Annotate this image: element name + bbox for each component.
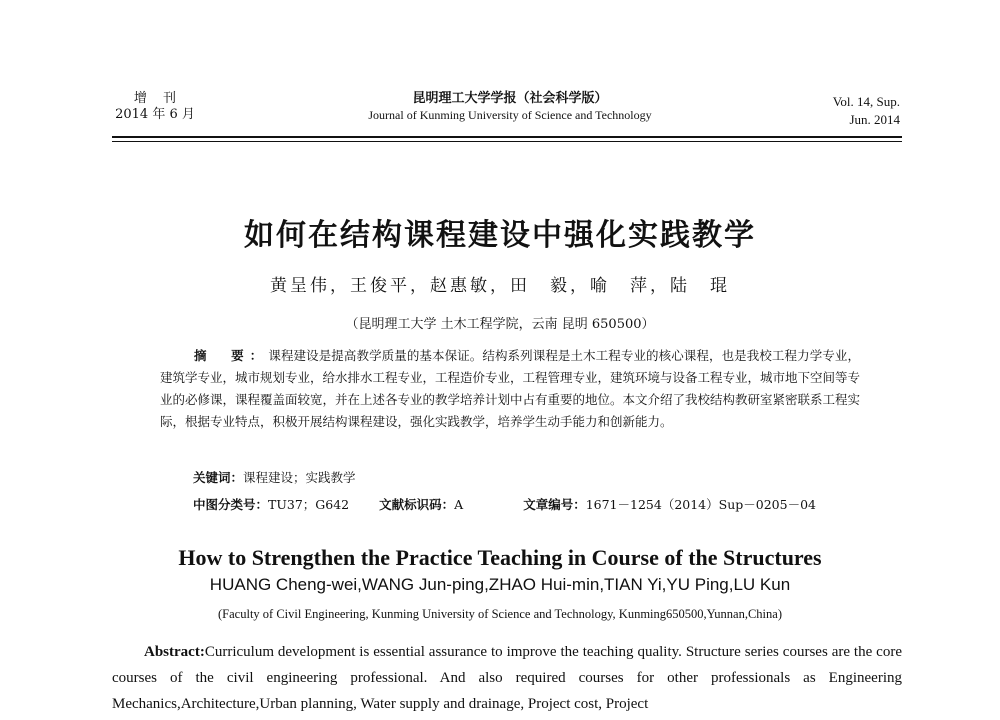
header-rule-thick	[112, 136, 902, 138]
authors-cn: 黄呈伟，王俊平，赵惠敏，田 毅，喻 萍，陆 琨	[270, 276, 730, 296]
abstract-text-cn: 课程建设是提高教学质量的基本保证。结构系列课程是土木工程专业的核心课程，也是我校工程力学专业，建筑学专业，城市规划专业，给水排水工程专业，工程造价专业，工程管理专业，建筑环境与设备工程专业，城市地下空间等专业的必修课，课程覆盖面较宽，并在上述各专业的教学培养计划中占有重要的地位。本文介绍了我校结构教研室紧密联系工程实际，根据专业特点，积极开展结构课程建设，强化实践教学，培养学生动手能力和创新能力。	[160, 348, 861, 429]
classification-line	[193, 495, 893, 513]
header-rule-thin	[112, 141, 902, 142]
issue-date-en: Jun. 2014	[849, 112, 900, 127]
doc-code-label: 文献标识码：	[379, 497, 455, 512]
issue-header-right	[750, 93, 900, 129]
abstract-text-en: Curriculum development is essential assurance to improve the teaching quality. Structure series courses are the core courses of the civil engineering professional. And also required courses for other professionals as Engineering Mechanics,Architecture,Urban planning, Water supply and drainage, Project cost, Project	[112, 644, 902, 712]
keywords-line	[193, 468, 356, 486]
clc-value: TU37；G642	[268, 497, 350, 512]
keywords-label: 关键词：	[193, 470, 244, 485]
journal-name-cn: 昆明理工大学学报（社会科学版）	[412, 91, 608, 106]
doc-code-value: A	[454, 497, 464, 512]
issue-date-cn: 2014 年 6 月	[115, 107, 195, 122]
article-no-value: 1671－1254（2014）Sup－0205－04	[585, 497, 816, 512]
abstract-cn	[160, 345, 860, 433]
issue-label: 增 刊	[133, 91, 183, 106]
article-title-en: How to Strengthen the Practice Teaching in Course of the Structures	[178, 545, 822, 570]
article-no-label: 文章编号：	[523, 497, 586, 512]
volume-info: Vol. 14, Sup.	[832, 94, 900, 109]
keywords-text: 课程建设；实践教学	[243, 470, 356, 485]
affiliation-cn: （昆明理工大学 土木工程学院，云南 昆明 650500）	[345, 317, 655, 332]
abstract-en	[112, 639, 902, 717]
article-title-cn: 如何在结构课程建设中强化实践教学	[244, 218, 756, 253]
clc-label: 中图分类号：	[193, 497, 269, 512]
abstract-label-cn: 摘 要：	[194, 348, 269, 363]
affiliation-en: (Faculty of Civil Engineering, Kunming University of Science and Technology, Kunming650500,Yunnan,China)	[218, 607, 782, 621]
authors-en: HUANG Cheng-wei,WANG Jun-ping,ZHAO Hui-min,TIAN Yi,YU Ping,LU Kun	[209, 575, 791, 594]
journal-name-en: Journal of Kunming University of Science and Technology	[368, 108, 652, 122]
abstract-label-en: Abstract:	[144, 644, 205, 660]
journal-header	[250, 91, 770, 123]
issue-header-left	[110, 91, 200, 123]
